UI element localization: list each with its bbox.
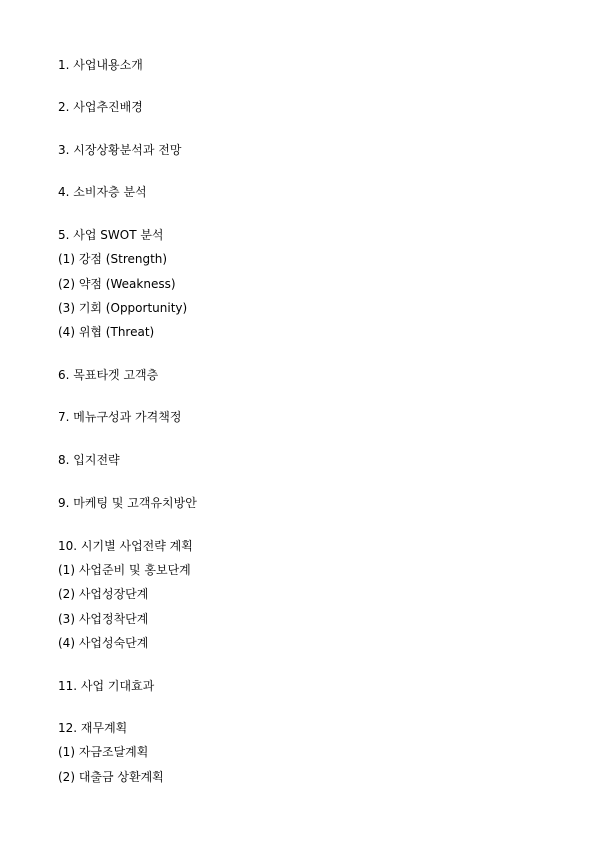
toc-heading-6: 6. 목표타겟 고객층 <box>58 368 159 382</box>
toc-subitem: (4) 위협 (Threat) <box>58 325 155 339</box>
toc-heading-9: 9. 마케팅 및 고객유치방안 <box>58 496 197 510</box>
toc-subitem: (4) 사업성숙단계 <box>58 636 149 650</box>
toc-subitem: (1) 사업준비 및 홍보단계 <box>58 563 191 577</box>
toc-heading-7: 7. 메뉴구성과 가격책정 <box>58 410 182 424</box>
toc-heading-1: 1. 사업내용소개 <box>58 58 143 72</box>
toc-heading-5: 5. 사업 SWOT 분석 <box>58 228 164 242</box>
toc-subitem: (3) 사업정착단계 <box>58 612 149 626</box>
toc-heading-11: 11. 사업 기대효과 <box>58 679 155 693</box>
toc-heading-2: 2. 사업추진배경 <box>58 100 143 114</box>
toc-subitem: (1) 자금조달계획 <box>58 745 149 759</box>
toc-subitem: (2) 약점 (Weakness) <box>58 277 176 291</box>
toc-heading-12: 12. 재무계획 <box>58 721 128 735</box>
toc-subitem: (2) 사업성장단계 <box>58 587 149 601</box>
toc-subitem: (2) 대출금 상환계획 <box>58 770 164 784</box>
toc-subitem: (3) 기회 (Opportunity) <box>58 301 188 315</box>
toc-heading-4: 4. 소비자층 분석 <box>58 185 147 199</box>
toc-heading-3: 3. 시장상황분석과 전망 <box>58 143 182 157</box>
toc-subitem: (1) 강점 (Strength) <box>58 252 168 266</box>
toc-heading-8: 8. 입지전략 <box>58 453 120 467</box>
toc-heading-10: 10. 시기별 사업전략 계획 <box>58 539 193 553</box>
